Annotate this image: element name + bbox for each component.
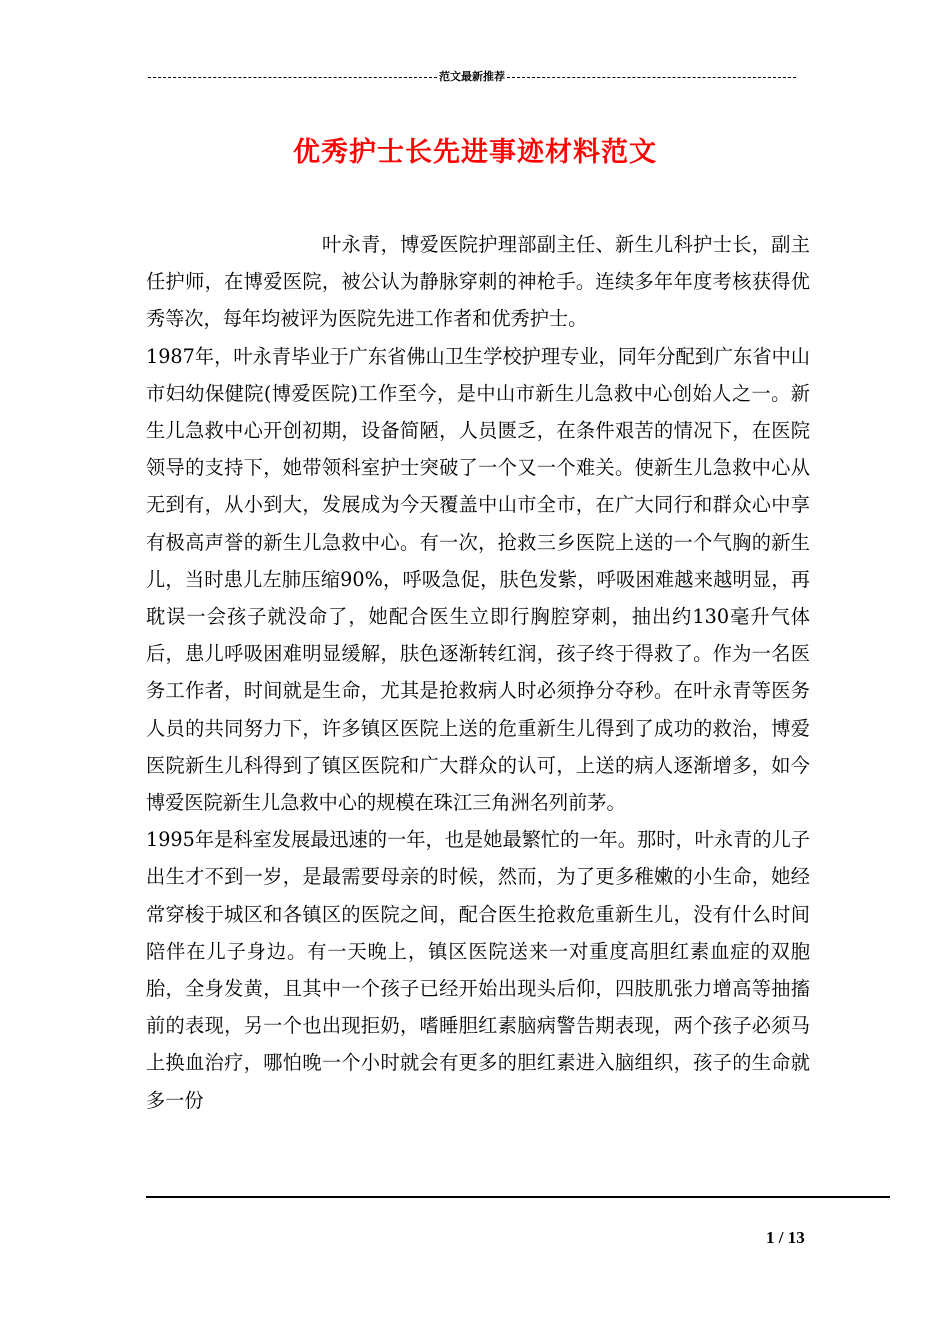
- page-number: 1 / 13: [766, 1228, 805, 1247]
- header-label: 范文最新推荐: [439, 70, 505, 83]
- document-body: [146, 226, 810, 1119]
- header-dash-right: [507, 77, 796, 78]
- document-title: 优秀护士长先进事迹材料范文: [293, 137, 657, 168]
- header-rule: [148, 68, 796, 84]
- paragraph-2: 1987年，叶永青毕业于广东省佛山卫生学校护理专业，同年分配到广东省中山市妇幼保健院(博爱医院)工作至今，是中山市新生儿急救中心创始人之一。新生儿急救中心开创初期，设备简陋，人员匮乏，在条件艰苦的情况下，在医院领导的支持下，她带领科室护士突破了一个又一个难关。使新生儿急救中心从无到有，从小到大，发展成为今天覆盖中山市全市，在广大同行和群众心中享有极高声誉的新生儿急救中心。有一次，抢救三乡医院上送的一个气胸的新生儿，当时患儿左肺压缩90%，呼吸急促，肤色发紫，呼吸困难越来越明显，再耽误一会孩子就没命了，她配合医生立即行胸腔穿刺，抽出约130毫升气体后，患儿呼吸困难明显缓解，肤色逐渐转红润，孩子终于得救了。作为一名医务工作者，时间就是生命，尤其是抢救病人时必须挣分夺秒。在叶永青等医务人员的共同努力下，许多镇区医院上送的危重新生儿得到了成功的救治，博爱医院新生儿科得到了镇区医院和广大群众的认可，上送的病人逐渐增多，如今博爱医院新生儿急救中心的规模在珠江三角洲名列前茅。: [146, 344, 810, 815]
- paragraph-3: 1995年是科室发展最迅速的一年，也是她最繁忙的一年。那时，叶永青的儿子出生才不到一岁，是最需要母亲的时候，然而，为了更多稚嫩的小生命，她经常穿梭于城区和各镇区的医院之间，配合医生抢救危重新生儿，没有什么时间陪伴在儿子身边。有一天晚上，镇区医院送来一对重度高胆红素血症的双胞胎，全身发黄，且其中一个孩子已经开始出现头后仰，四肢肌张力增高等抽搐前的表现，另一个也出现拒奶，嗜睡胆红素脑病警告期表现，两个孩子必须马上换血治疗，哪怕晚一个小时就会有更多的胆红素进入脑组织，孩子的生命就多一份: [146, 828, 810, 1112]
- paragraph-1: 叶永青，博爱医院护理部副主任、新生儿科护士长，副主任护师，在博爱医院，被公认为静脉穿刺的神枪手。连续多年年度考核获得优秀等次，每年均被评为医院先进工作者和优秀护士。: [146, 233, 810, 331]
- header-dash-left: [148, 77, 437, 78]
- footer-rule: [146, 1196, 890, 1198]
